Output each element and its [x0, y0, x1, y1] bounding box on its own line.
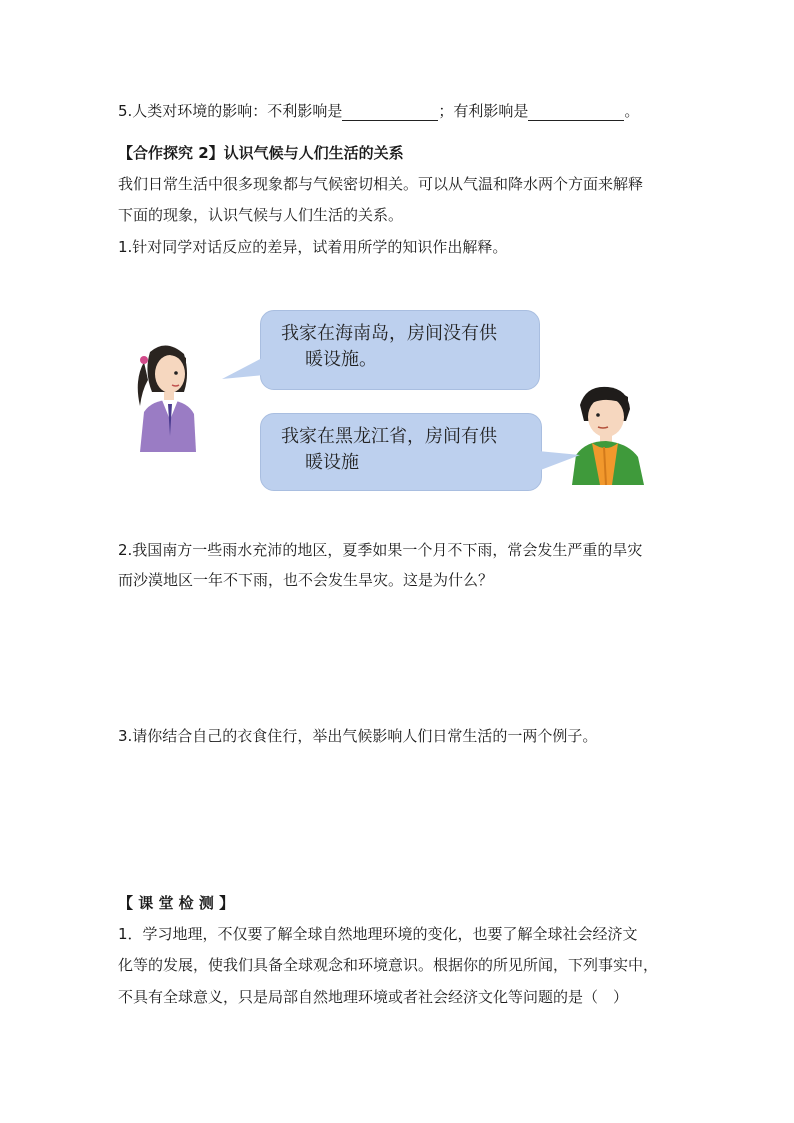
speech-bubble-girl — [260, 310, 540, 390]
section-2-question-1: 1.针对同学对话反应的差异，试着用所学的知识作出解释。 — [118, 238, 508, 256]
speech-bubble-girl-tail — [222, 355, 264, 381]
question-5 — [118, 101, 639, 121]
speech-bubble-boy — [260, 413, 542, 491]
girl-illustration — [130, 340, 202, 452]
question-2-line1: 2.我国南方一些雨水充沛的地区，夏季如果一个月不下雨，常会发生严重的旱灾 — [118, 541, 643, 559]
boy-illustration — [570, 383, 646, 485]
question-5-text1: 5.人类对环境的影响：不利影响是 — [118, 102, 343, 120]
dialogue-illustration — [130, 295, 675, 500]
speech-bubble-boy-tail — [538, 449, 580, 475]
answer-blank-positive[interactable] — [528, 104, 624, 121]
classroom-check-title: 【 课 堂 检 测 】 — [118, 894, 235, 912]
speech-bubble-girl-line1: 我家在海南岛，房间没有供 — [281, 323, 497, 344]
speech-bubble-girl-line2: 暖设施。 — [305, 349, 377, 370]
question-5-text3: 。 — [624, 102, 640, 120]
classroom-check-line1: 1．学习地理，不仅要了解全球自然地理环境的变化，也要了解全球社会经济文 — [118, 925, 638, 943]
speech-bubble-boy-line2: 暖设施 — [305, 452, 359, 473]
section-2-title: 【合作探究 2】认识气候与人们生活的关系 — [118, 144, 404, 162]
section-2-intro-line1: 我们日常生活中很多现象都与气候密切相关。可以从气温和降水两个方面来解释 — [118, 175, 644, 193]
classroom-check-line3: 不具有全球意义，只是局部自然地理环境或者社会经济文化等问题的是（ ） — [118, 988, 629, 1006]
question-5-text2: ；有利影响是 — [438, 102, 529, 120]
section-2-intro-line2: 下面的现象，认识气候与人们生活的关系。 — [118, 206, 404, 224]
answer-blank-negative[interactable] — [342, 104, 438, 121]
speech-bubble-boy-line1: 我家在黑龙江省，房间有供 — [281, 426, 497, 447]
classroom-check-line2: 化等的发展，使我们具备全球观念和环境意识。根据你的所见所闻，下列事实中， — [118, 956, 659, 974]
question-2-line2: 而沙漠地区一年不下雨，也不会发生旱灾。这是为什么？ — [118, 571, 494, 589]
question-3: 3.请你结合自己的衣食住行，举出气候影响人们日常生活的一两个例子。 — [118, 727, 598, 745]
